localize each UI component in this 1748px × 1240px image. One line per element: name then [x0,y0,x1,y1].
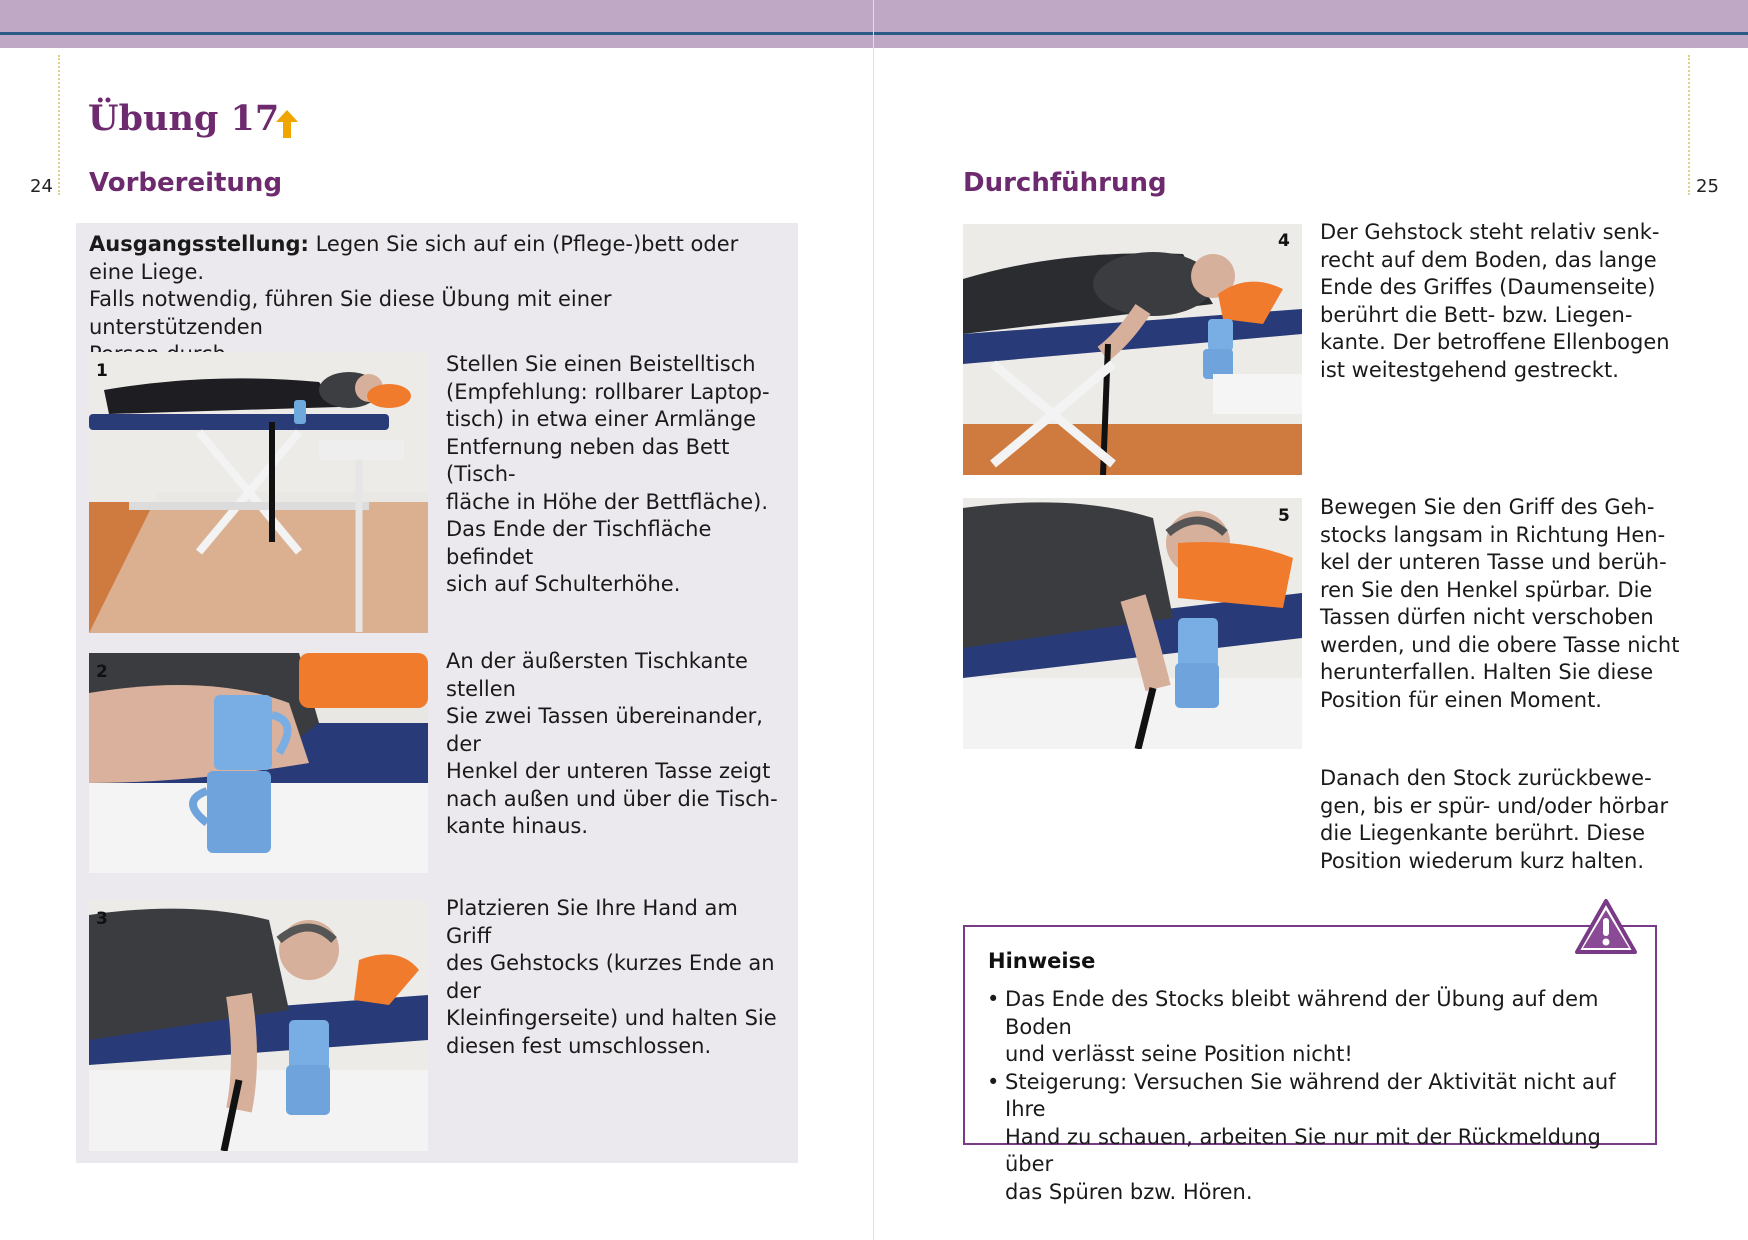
starting-position-text [89,231,789,369]
section-heading-execution: Durchführung [963,168,1167,198]
notes-box [963,925,1657,1204]
page-number-right: 25 [1696,176,1719,197]
step-3-text: Platzieren Sie Ihre Hand am Griff des Gehstocks (kurzes Ende an der Kleinfingerseite) und halten Sie diesen fest umschlossen. [446,896,777,1058]
step-1-photo [89,352,428,633]
section-heading-preparation: Vorbereitung [89,168,283,198]
step-2-number: 2 [96,662,108,682]
header-rule-left [0,32,892,35]
starting-position-body: Legen Sie sich auf ein (Pflege-)bett oder eine Liege. Falls notwendig, führen Sie diese Übung mit einer unterstützenden [89,232,739,339]
step-5-text: Bewegen Sie den Griff des Geh- stocks langsam in Richtung Hen- kel der unteren Tasse und berüh- ren Sie den Henkel spürbar. Die Tassen dürfen nicht verschoben werden, und die obere Tasse nicht herunterfallen. Halten Sie diese Position für einen Moment. [1320,495,1680,712]
step-4-photo [963,224,1302,475]
margin-dots-left [58,55,60,195]
warning-triangle-icon [1574,898,1638,956]
step-4-number: 4 [1278,231,1290,251]
margin-dots-right [1688,55,1690,195]
book-spine [873,0,874,1240]
notes-list [987,986,1637,1206]
starting-position-label: Ausgangsstellung: [89,232,309,256]
step-3-photo [89,900,428,1151]
step-5-photo [963,498,1302,749]
step-1-number: 1 [96,361,108,381]
arrow-up-icon [274,109,300,139]
notes-item: • Steigerung: Versuchen Sie während der Aktivität nicht auf Ihre Hand zu schauen, arbeiten Sie nur mit der Rückmeldung über das Spüren bzw. Hören. [987,1069,1637,1207]
header-rule-right [878,32,1748,35]
step-3-number: 3 [96,909,108,929]
step-1-text: Stellen Sie einen Beistelltisch (Empfehlung: rollbarer Laptop- tisch) in etwa einer Armlänge Entfernung neben das Bett (Tisch- fläche in Höhe der Bettfläche). Das Ende der Tischfläche befindet sich auf Schulterhöhe. [446,352,770,596]
followup-text: Danach den Stock zurückbewe- gen, bis er spür- und/oder hörbar die Liegenkante berührt. Diese Position wiederum kurz halten. [1320,766,1669,873]
header-band [0,0,1748,48]
notes-title: Hinweise [988,949,1096,973]
step-2-photo [89,653,428,873]
exercise-title: Übung 17 [88,98,280,139]
step-2-text: An der äußersten Tischkante stellen Sie zwei Tassen übereinander, der Henkel der unteren Tasse zeigt nach außen und über die Tisch- kante hinaus. [446,649,778,838]
step-5-number: 5 [1278,506,1290,526]
step-4-text: Der Gehstock steht relativ senk- recht auf dem Boden, das lange Ende des Griffes (Daumenseite) berührt die Bett- bzw. Liegen- kante. Der betroffene Ellenbogen ist weitestgehend gestreckt. [1320,220,1670,382]
notes-item: • Das Ende des Stocks bleibt während der Übung auf dem Boden und verlässt seine Position nicht! [987,986,1637,1069]
page-number-left: 24 [30,176,53,197]
